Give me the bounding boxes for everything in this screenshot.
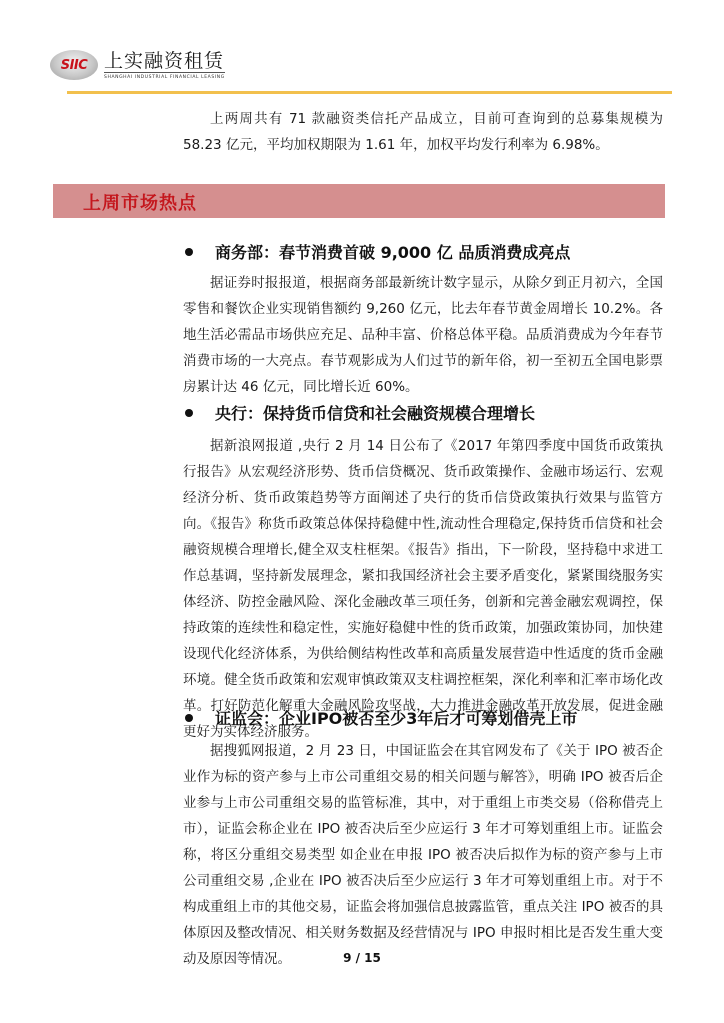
section-title: 上周市场热点 (83, 193, 197, 214)
bullet-icon (185, 248, 193, 256)
logo-badge-text: SIIC (60, 57, 88, 73)
logo-badge-icon (50, 50, 98, 80)
bullet-icon (185, 409, 193, 417)
logo-english-name: SHANGHAI INDUSTRIAL FINANCIAL LEASING (104, 74, 225, 80)
section-banner (53, 184, 665, 218)
news-body-1: 据证券时报报道，根据商务部最新统计数字显示，从除夕到正月初六，全国零售和餐饮企业实现销售额约 9,260 亿元，比去年春节黄金周增长 10.2%。各地生活必需品市场供应充足、品种丰富、价格总体平稳。品质消费成为今年春节消费市场的一大亮点。春节观影成为人们过节的新年俗，初一至初五全国电影票房累计达 46 亿元，同比增长近 60%。 (183, 275, 663, 395)
logo-chinese-name: 上实融资租赁 (104, 49, 225, 72)
company-logo (50, 48, 225, 82)
news-body-3: 据搜狐网报道，2 月 23 日，中国证监会在其官网发布了《关于 IPO 被否企业作为标的资产参与上市公司重组交易的相关问题与解答》，明确 IPO 被否后企业参与上市公司重组交易的监管标准，其中，对于重组上市类交易（俗称借壳上市），证监会称企业在 IPO 被否决后至少应运行 3 年才可筹划重组上市。证监会称，将区分重组交易类型 如企业在申报 IPO 被否决后拟作为标的资产参与上市公司重组交易 ,企业在 IPO 被否决后至少应运行 3 年才可筹划重组上市。对于不构成重组上市的其他交易，证监会将加强信息披露监管，重点关注 IPO 被否的具体原因及整改情况、相关财务数据及经营情况与 IPO 申报时相比是否发生重大变动及原因等情况。 (183, 743, 663, 967)
page-number: 9 / 15 (343, 951, 381, 965)
header-divider (67, 91, 672, 94)
news-heading-3 (183, 706, 577, 729)
bullet-icon (185, 714, 193, 722)
news-heading-text: 商务部：春节消费首破 9,000 亿 品质消费成亮点 (215, 243, 571, 262)
news-heading-2 (183, 401, 535, 424)
logo-wordmark (104, 51, 225, 80)
news-heading-text: 央行：保持货币信贷和社会融资规模合理增长 (215, 404, 536, 423)
intro-paragraph: 上两周共有 71 款融资类信托产品成立，目前可查询到的总募集规模为 58.23 亿元，平均加权期限为 1.61 年，加权平均发行利率为 6.98%。 (183, 111, 663, 153)
news-body-2: 据新浪网报道 ,央行 2 月 14 日公布了《2017 年第四季度中国货币政策执行报告》从宏观经济形势、货币信贷概况、货币政策操作、金融市场运行、宏观经济分析、货币政策趋势等方面阐述了央行的货币信贷政策执行效果与监管方向。《报告》称货币政策总体保持稳健中性,流动性合理稳定,保持货币信贷和社会融资规模合理增长,健全双支柱框架。《报告》指出，下一阶段，坚持稳中求进工作总基调，坚持新发展理念，紧扣我国经济社会主要矛盾变化，紧紧围绕服务实体经济、防控金融风险、深化金融改革三项任务，创新和完善金融宏观调控，保持政策的连续性和稳定性，实施好稳健中性的货币政策，加强政策协同，加快建设现代化经济体系，为供给侧结构性改革和高质量发展营造中性适度的货币金融环境。健全货币政策和宏观审慎政策双支柱调控框架，深化利率和汇率市场化改革。打好防范化解重大金融风险攻坚战，大力推进金融改革开放发展，促进金融更好为实体经济服务。 (183, 438, 663, 740)
news-heading-text: 证监会：企业IPO被否至少3年后才可筹划借壳上市 (215, 709, 578, 728)
news-heading-1 (183, 240, 570, 263)
